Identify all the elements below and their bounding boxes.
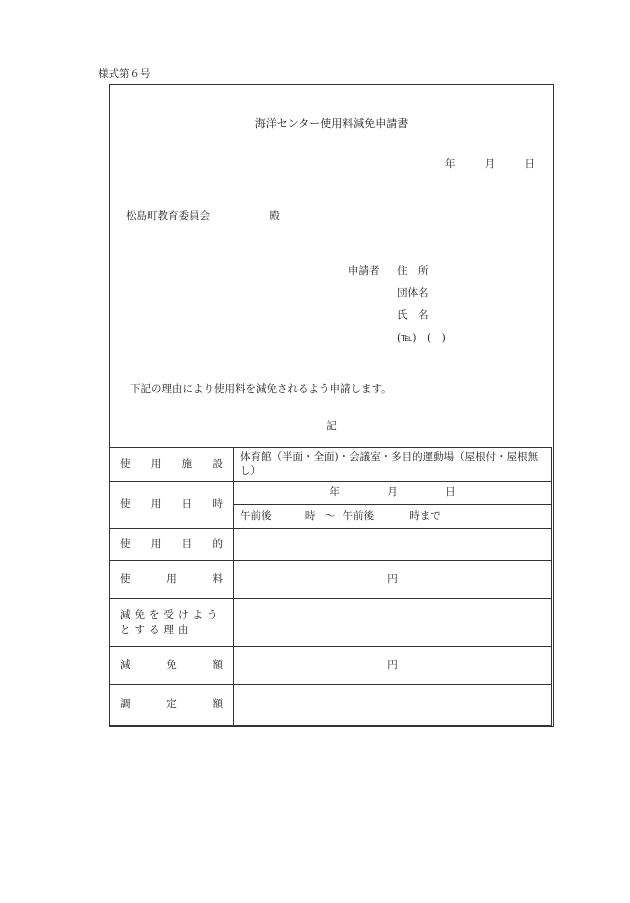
label-char: 用: [150, 457, 162, 470]
label-char: 設: [212, 457, 223, 470]
row-purpose: [110, 529, 552, 561]
label-char: 使: [120, 537, 131, 550]
usage-time-hour: 時: [304, 509, 316, 522]
label-char: 日: [181, 498, 193, 511]
fee-label-chars: [120, 573, 223, 586]
row-date: [110, 482, 552, 505]
applicant-label: 申請者: [348, 265, 380, 277]
reason-value[interactable]: [234, 599, 552, 647]
recipient: [126, 210, 280, 223]
request-statement: 下記の理由により使用料を減免されるよう申請します。: [130, 383, 392, 395]
label-char: 額: [212, 658, 223, 671]
usage-time-end: 午前後: [342, 509, 375, 522]
usage-date-year: 年: [329, 486, 340, 499]
purpose-label-chars: [120, 538, 223, 551]
row-fee: [110, 561, 552, 599]
reduction-label-chars: [120, 659, 223, 672]
date-year-label: 年: [444, 158, 456, 170]
facility-label: [110, 448, 234, 482]
label-char: 額: [212, 698, 223, 711]
label-char: 使: [120, 457, 131, 470]
label-char: 用: [150, 498, 162, 511]
row-assessed: [110, 685, 552, 726]
applicant-tel-label: (℡) ( ): [397, 332, 446, 344]
label-char: 料: [212, 572, 223, 585]
facility-value[interactable]: 体育館（半面・全面)・会議室・多目的運動場（屋根付・屋根無し）: [234, 448, 552, 482]
applicant-group-label: 団体名: [397, 287, 429, 299]
usage-date-month: 月: [387, 486, 398, 499]
row-reduction: [110, 647, 552, 685]
label-char: 減: [120, 658, 131, 671]
fee-label: [110, 561, 234, 599]
purpose-value[interactable]: [234, 529, 552, 561]
label-char: 定: [166, 698, 177, 711]
application-date: [445, 158, 535, 171]
application-form: [109, 84, 554, 727]
assessed-value[interactable]: [234, 685, 552, 726]
assessed-label-chars: [120, 698, 223, 711]
usage-date-value[interactable]: [234, 482, 552, 505]
note-heading: 記: [326, 420, 337, 432]
reduction-label: [110, 647, 234, 685]
usage-time-until: 時まで: [409, 509, 441, 522]
label-char: 用: [150, 537, 162, 550]
label-char: 用: [166, 572, 177, 585]
facility-label-chars: [120, 458, 223, 471]
label-char: 施: [181, 457, 193, 470]
form-title: 海洋センター使用料減免申請書: [254, 117, 409, 130]
label-char: 使: [120, 572, 131, 585]
usage-date-day: 日: [445, 486, 456, 499]
datetime-label-chars: [120, 498, 223, 511]
datetime-label: [110, 482, 234, 529]
label-char: 免: [166, 658, 177, 671]
reduction-value[interactable]: 円: [234, 647, 552, 685]
label-char: 的: [212, 537, 223, 550]
label-char: 使: [120, 498, 131, 511]
purpose-label: [110, 529, 234, 561]
recipient-honorific: 殿: [269, 210, 280, 222]
fee-value[interactable]: 円: [234, 561, 552, 599]
details-table: [109, 447, 552, 726]
assessed-label: [110, 685, 234, 726]
row-reason: [110, 599, 552, 647]
label-char: 調: [120, 698, 131, 711]
usage-time-tilde: ～: [324, 509, 336, 522]
usage-time-value[interactable]: [234, 505, 552, 529]
applicant-address-label: 住 所: [397, 265, 429, 277]
recipient-name: 松島町教育委員会: [126, 210, 210, 222]
form-number: 様式第６号: [98, 68, 151, 80]
label-char: 目: [181, 537, 193, 550]
date-day-label: 日: [524, 158, 535, 170]
usage-time-start: 午前後: [240, 509, 272, 522]
reason-label: 減免を受けようとする理由: [110, 599, 234, 647]
date-month-label: 月: [484, 158, 496, 170]
label-char: 時: [212, 498, 223, 511]
row-facility: [110, 448, 552, 482]
applicant-name-label: 氏 名: [397, 309, 429, 321]
